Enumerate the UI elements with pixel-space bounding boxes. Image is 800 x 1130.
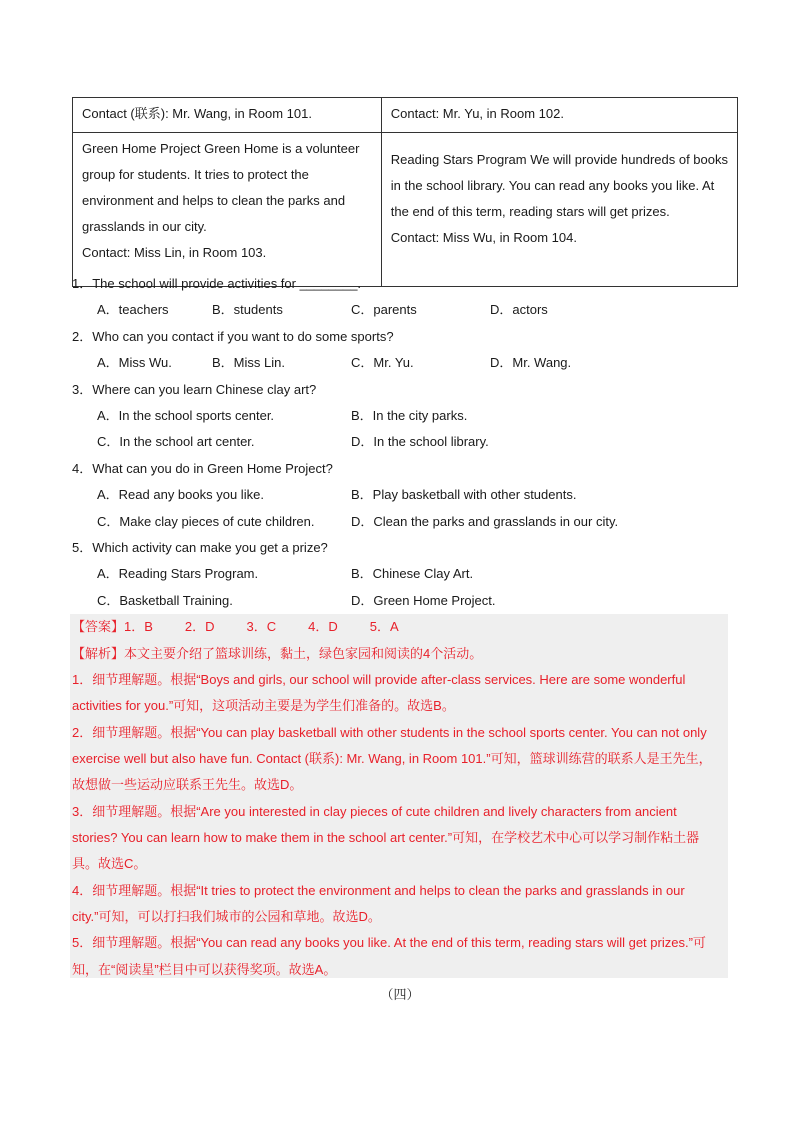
analysis-line: 1．细节理解题。根据“Boys and girls, our school will provide after-class services. Here are some wonderful xyxy=(72,672,686,687)
analysis-line: 5．细节理解题。根据“You can read any books you like. At the end of this term, reading stars will get prizes.”可 xyxy=(72,935,706,950)
option: A．Miss Wu. xyxy=(97,355,172,371)
table-row xyxy=(73,98,738,133)
table-cell-contact-wang: Contact (联系): Mr. Wang, in Room 101. xyxy=(73,98,382,133)
option: C．Make clay pieces of cute children. xyxy=(97,513,315,529)
option: B．In the city parks. xyxy=(351,407,468,423)
analysis-line: 2．细节理解题。根据“You can play basketball with other students in the school sports center. You can not only xyxy=(72,725,707,740)
analysis-line: 4．细节理解题。根据“It tries to protect the environment and helps to clean the parks and grasslands in our xyxy=(72,883,685,898)
option: A．Read any books you like. xyxy=(97,487,264,503)
analysis-line: city.”可知，可以打扫我们城市的公园和草地。故选D。 xyxy=(72,909,381,924)
answer-item: 5．A xyxy=(369,619,399,634)
questions-section xyxy=(72,271,732,614)
cell-line: group for students. It tries to protect the xyxy=(82,167,309,182)
answer-item: 4．D xyxy=(308,619,338,634)
cell-line: Contact: Miss Wu, in Room 104. xyxy=(390,230,577,245)
cell-line: Contact: Miss Lin, in Room 103. xyxy=(82,245,267,260)
option: C．parents xyxy=(351,302,417,318)
question-3: 3．Where can you learn Chinese clay art? xyxy=(72,381,317,397)
activities-table xyxy=(72,97,738,287)
question-1-options xyxy=(72,297,732,323)
option: B．Play basketball with other students. xyxy=(351,487,577,503)
answer-label: 【答案】 xyxy=(72,620,125,635)
analysis-line: stories? You can learn how to make them in the school art center.”可知，在学校艺术中心可以学习制作粘土器 xyxy=(72,830,700,845)
option: D．Clean the parks and grasslands in our city. xyxy=(351,513,619,529)
analysis-intro: 【解析】本文主要介绍了篮球训练，黏土，绿色家园和阅读的4个活动。 xyxy=(72,646,483,662)
cell-line: the end of this term, reading stars will get prizes. xyxy=(390,204,670,219)
question-2-options xyxy=(72,350,732,376)
cell-line: environment and helps to clean the parks and xyxy=(82,193,346,208)
page-number: （四） xyxy=(380,988,420,1003)
question-5: 5．Which activity can make you get a prize? xyxy=(72,539,328,555)
question-2: 2．Who can you contact if you want to do some sports? xyxy=(72,328,394,344)
option: B．Chinese Clay Art. xyxy=(351,566,474,582)
analysis-line: exercise well but also have fun. Contact (联系): Mr. Wang, in Room 101.”可知，篮球训练营的联系人是王先生， xyxy=(72,751,712,766)
option: C．In the school art center. xyxy=(97,434,255,450)
cell-line: Green Home Project Green Home is a volunteer xyxy=(82,141,360,156)
option: D．In the school library. xyxy=(351,434,489,450)
table-cell-green-home xyxy=(73,133,382,287)
analysis-line: 3．细节理解题。根据“Are you interested in clay pieces of cute children and lively characters from ancient xyxy=(72,804,677,819)
analysis-label: 【解析】 xyxy=(72,647,125,662)
option: D．Mr. Wang. xyxy=(490,355,572,371)
analysis-line: 故想做一些运动应联系王先生。故选D。 xyxy=(72,777,303,792)
table-cell-reading-stars xyxy=(381,133,737,287)
question-3-options-row2 xyxy=(72,429,732,455)
question-5-options-row2 xyxy=(72,588,732,614)
option: A．Reading Stars Program. xyxy=(97,566,259,582)
analysis-line: 具。故选C。 xyxy=(72,856,147,871)
table-row xyxy=(73,133,738,287)
question-4-options-row1 xyxy=(72,482,732,508)
question-5-options-row1 xyxy=(72,561,732,587)
question-4-options-row2 xyxy=(72,509,732,535)
option: A．In the school sports center. xyxy=(97,407,275,423)
cell-line: Reading Stars Program We will provide hundreds of books xyxy=(390,152,728,167)
answer-item: 2．D xyxy=(184,619,215,634)
question-1: 1．The school will provide activities for ________. xyxy=(72,276,362,291)
option: D．actors xyxy=(490,302,548,318)
analysis-line: 知，在“阅读星”栏目中可以获得奖项。故选A。 xyxy=(72,962,337,977)
option: A．teachers xyxy=(97,302,169,318)
analysis-line: activities for you.”可知，这项活动主要是为学生们准备的。故选B。 xyxy=(72,698,455,713)
option: B．students xyxy=(212,302,283,318)
question-3-options-row1 xyxy=(72,403,732,429)
cell-line: in the school library. You can read any books you like. At xyxy=(390,178,715,193)
answer-item: 3．C xyxy=(246,619,277,634)
option: D．Green Home Project. xyxy=(351,592,496,608)
option: C．Mr. Yu. xyxy=(351,355,414,371)
answer-item: 1．B xyxy=(124,619,153,634)
option: C．Basketball Training. xyxy=(97,592,233,608)
cell-line: grasslands in our city. xyxy=(82,219,207,234)
question-4: 4．What can you do in Green Home Project? xyxy=(72,460,333,476)
table-cell-contact-yu: Contact: Mr. Yu, in Room 102. xyxy=(381,98,737,133)
answer-line xyxy=(72,614,431,641)
option: B．Miss Lin. xyxy=(212,355,285,371)
